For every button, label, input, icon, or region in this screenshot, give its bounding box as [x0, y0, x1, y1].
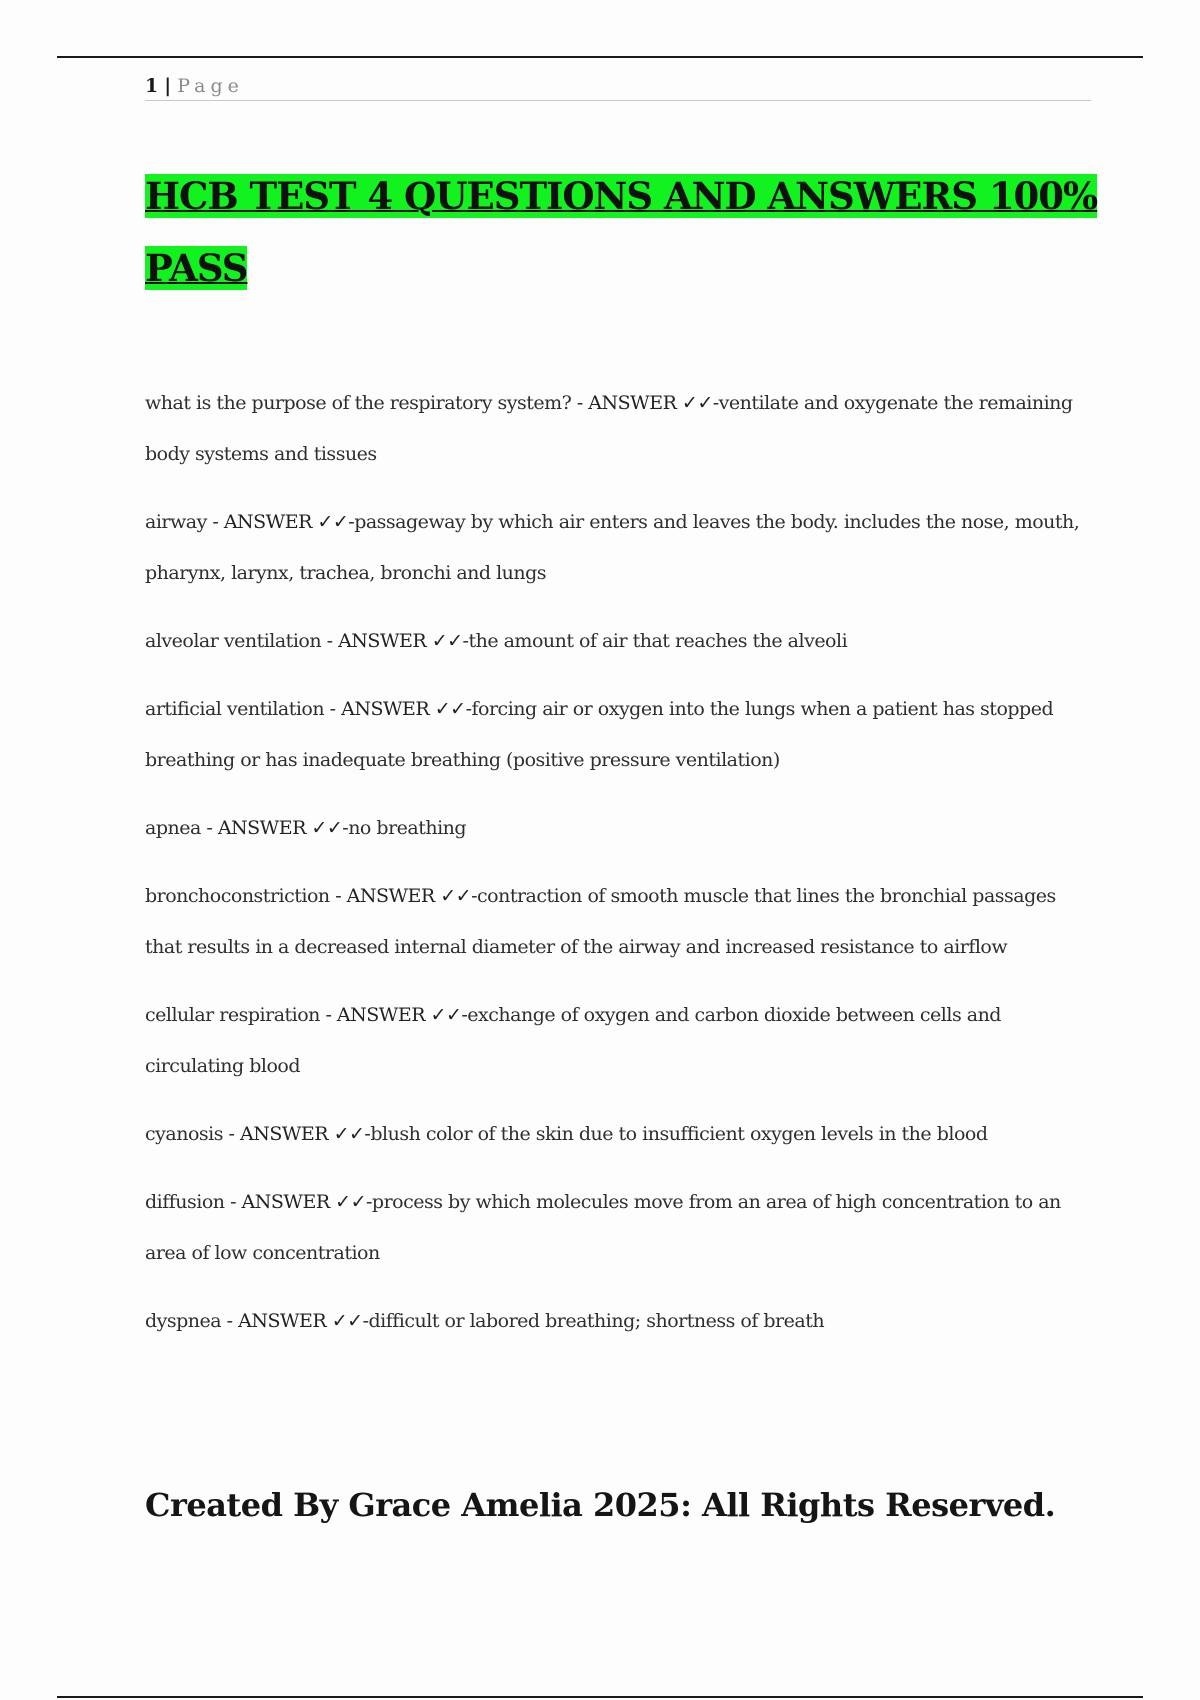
bottom-rule: [57, 1696, 1143, 1698]
page-separator: |: [164, 75, 172, 97]
qa-term: apnea: [145, 817, 201, 839]
qa-term: dyspnea: [145, 1310, 222, 1332]
qa-term: what is the purpose of the respiratory system?: [145, 392, 572, 414]
qa-term: alveolar ventilation: [145, 630, 322, 652]
qa-term: artificial ventilation: [145, 698, 325, 720]
qa-answer: exchange of oxygen and carbon dioxide between cells and circulating blood: [145, 1004, 1001, 1077]
qa-answer: the amount of air that reaches the alveoli: [468, 630, 848, 652]
answer-marker: - ANSWER ✓✓-: [230, 1191, 372, 1213]
qa-answer: forcing air or oxygen into the lungs when a patient has stopped breathing or has inadequate breathing (positive pressure ventilation): [145, 698, 1054, 771]
answer-marker: - ANSWER ✓✓-: [329, 698, 472, 720]
answer-marker: - ANSWER ✓✓-: [335, 885, 478, 907]
document-title-text: HCB TEST 4 QUESTIONS AND ANSWERS 100% PASS: [145, 174, 1098, 290]
qa-entry: [145, 1296, 1090, 1347]
qa-list: [145, 378, 1090, 1364]
qa-term: airway: [145, 511, 207, 533]
qa-entry: [145, 616, 1090, 667]
qa-answer: process by which molecules move from an area of high concentration to an area of low concentration: [145, 1191, 1061, 1264]
qa-answer: ventilate and oxygenate the remaining body systems and tissues: [145, 392, 1073, 465]
answer-marker: - ANSWER ✓✓-: [206, 817, 349, 839]
qa-answer: contraction of smooth muscle that lines the bronchial passages that results in a decreased internal diameter of the airway and increased resistance to airflow: [145, 885, 1056, 958]
answer-marker: - ANSWER ✓✓-: [228, 1123, 371, 1145]
qa-entry: [145, 1177, 1090, 1279]
qa-entry: [145, 803, 1090, 854]
page-label: Page: [177, 75, 244, 97]
answer-marker: - ANSWER ✓✓-: [226, 1310, 369, 1332]
qa-entry: [145, 497, 1090, 599]
copyright-footer: Created By Grace Amelia 2025: All Rights Reserved.: [145, 1486, 1056, 1524]
document-title: [145, 160, 1105, 304]
answer-marker: - ANSWER ✓✓-: [325, 1004, 468, 1026]
qa-answer: no breathing: [348, 817, 467, 839]
answer-marker: - ANSWER ✓✓-: [212, 511, 355, 533]
top-rule: [57, 56, 1143, 58]
qa-term: diffusion: [145, 1191, 225, 1213]
qa-entry: [145, 871, 1090, 973]
qa-term: bronchoconstriction: [145, 885, 330, 907]
qa-answer: blush color of the skin due to insufficient oxygen levels in the blood: [370, 1123, 988, 1145]
qa-entry: [145, 1109, 1090, 1160]
qa-term: cyanosis: [145, 1123, 223, 1145]
qa-entry: [145, 684, 1090, 786]
qa-entry: [145, 378, 1090, 480]
answer-marker: - ANSWER ✓✓-: [576, 392, 719, 414]
qa-answer: difficult or labored breathing; shortness of breath: [368, 1310, 825, 1332]
page-header: [145, 72, 1091, 101]
qa-term: cellular respiration: [145, 1004, 320, 1026]
qa-answer: passageway by which air enters and leaves the body. includes the nose, mouth, pharynx, larynx, trachea, bronchi and lungs: [145, 511, 1080, 584]
page-number: 1: [145, 75, 159, 97]
answer-marker: - ANSWER ✓✓-: [326, 630, 469, 652]
qa-entry: [145, 990, 1090, 1092]
